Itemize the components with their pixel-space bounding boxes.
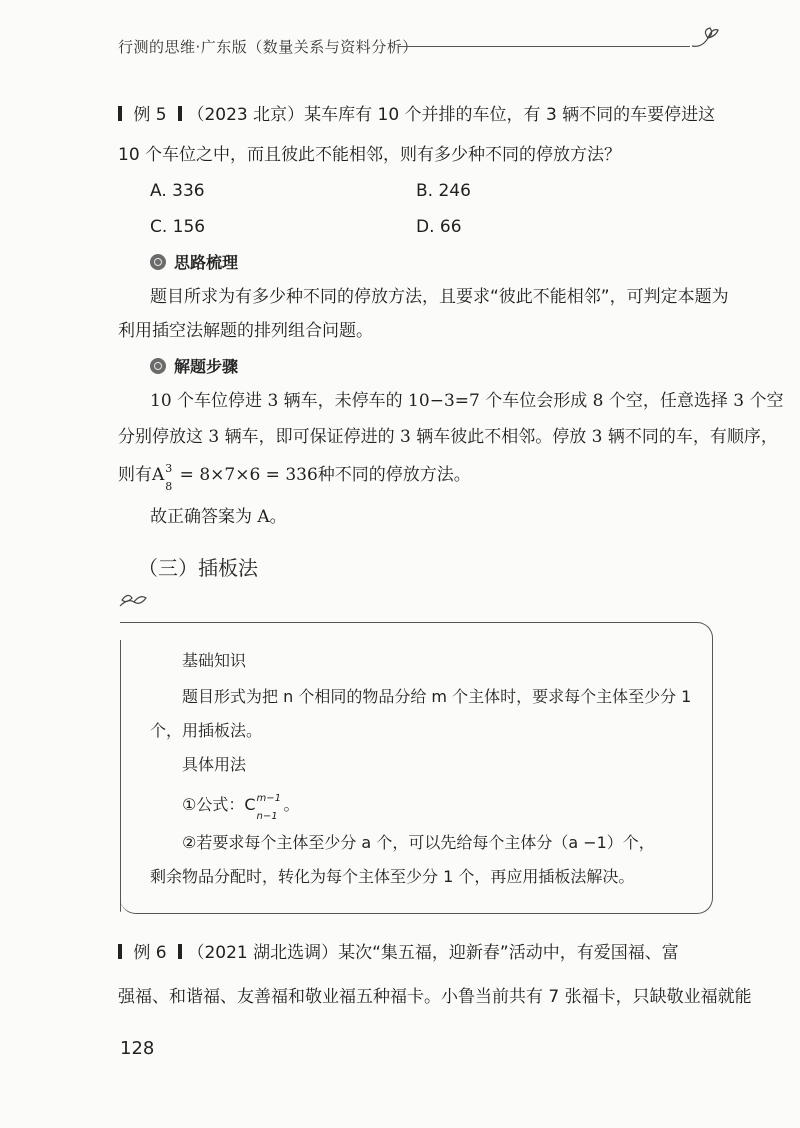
steps-heading-text: 解题步骤 xyxy=(174,357,239,376)
option-d: D. 66 xyxy=(416,217,462,237)
page-number: 128 xyxy=(120,1038,155,1059)
bracket-bar-icon xyxy=(118,944,122,959)
basic-line1: 题目形式为把 n 个相同的物品分给 m 个主体时，要求每个主体至少分 1 xyxy=(182,687,692,706)
formula-prefix: ①公式：C xyxy=(182,795,256,814)
knowledge-box-left-edge xyxy=(120,640,121,912)
steps-heading xyxy=(150,354,238,377)
bracket-bar-icon xyxy=(118,106,122,121)
basic-line2: 个，用插板法。 xyxy=(150,721,263,740)
example6-label: 例 6 xyxy=(133,943,167,963)
steps-line2: 分别停放这 3 辆车，即可保证停进的 3 辆车彼此不相邻。停放 3 辆不同的车，有顺序， xyxy=(118,427,778,447)
answer-line: 故正确答案为 A。 xyxy=(150,507,287,527)
item2-line2: 剩余物品分配时，转化为每个主体至少分 1 个，再应用插板法解决。 xyxy=(150,867,635,886)
bracket-bar-icon xyxy=(178,944,182,959)
formula-sub: n−1 xyxy=(256,811,278,822)
permutation-sup: 3 xyxy=(165,462,173,475)
formula-line xyxy=(182,788,300,822)
section-title: （三）插板法 xyxy=(138,556,258,580)
sprout-icon xyxy=(116,590,150,612)
example6-line1 xyxy=(118,936,679,970)
analysis-line2: 利用插空法解题的排列组合问题。 xyxy=(118,321,373,341)
option-b: B. 246 xyxy=(416,181,471,201)
example5-question-text: （2023 北京）某车库有 10 个并排的车位，有 3 辆不同的车要停进这 xyxy=(187,105,716,125)
item2-line1: ②若要求每个主体至少分 a 个，可以先给每个主体分（a −1）个， xyxy=(182,833,655,852)
example6-line2: 强福、和谐福、友善福和敬业福五种福卡。小鲁当前共有 7 张福卡，只缺敬业福就能 xyxy=(118,987,752,1007)
bullet-circle-icon xyxy=(150,254,166,270)
basic-heading: 基础知识 xyxy=(182,651,247,670)
steps-line1: 10 个车位停进 3 辆车，未停车的 10−3=7 个车位会形成 8 个空，任意选择 3 个空 xyxy=(150,391,784,411)
steps-line3-prefix: 则有A xyxy=(118,465,165,485)
option-a: A. 336 xyxy=(150,181,205,201)
option-c: C. 156 xyxy=(150,217,206,237)
usage-heading: 具体用法 xyxy=(182,755,247,774)
bracket-bar-icon xyxy=(178,106,182,121)
example5-question-line2: 10 个车位之中，而且彼此不能相邻，则有多少种不同的停放方法？ xyxy=(118,145,622,165)
example5-label: 例 5 xyxy=(133,105,167,125)
bullet-circle-icon xyxy=(150,358,166,374)
analysis-line1: 题目所求为有多少种不同的停放方法，且要求“彼此不能相邻”，可判定本题为 xyxy=(150,287,729,307)
example5-question-line1 xyxy=(118,98,715,132)
steps-line3-suffix: = 8×7×6 = 336种不同的停放方法。 xyxy=(174,465,471,485)
formula-sup: m−1 xyxy=(256,793,282,804)
steps-line3 xyxy=(118,458,471,492)
analysis-heading xyxy=(150,250,238,273)
example6-text: （2021 湖北选调）某次“集五福，迎新春”活动中，有爱国福、富 xyxy=(187,943,679,963)
header-rule xyxy=(398,46,690,47)
analysis-heading-text: 思路梳理 xyxy=(174,253,239,272)
formula-suffix: 。 xyxy=(283,795,300,814)
permutation-sub: 8 xyxy=(165,480,173,493)
sprout-icon xyxy=(688,24,722,54)
running-header-title: 行测的思维·广东版（数量关系与资料分析） xyxy=(118,38,418,56)
